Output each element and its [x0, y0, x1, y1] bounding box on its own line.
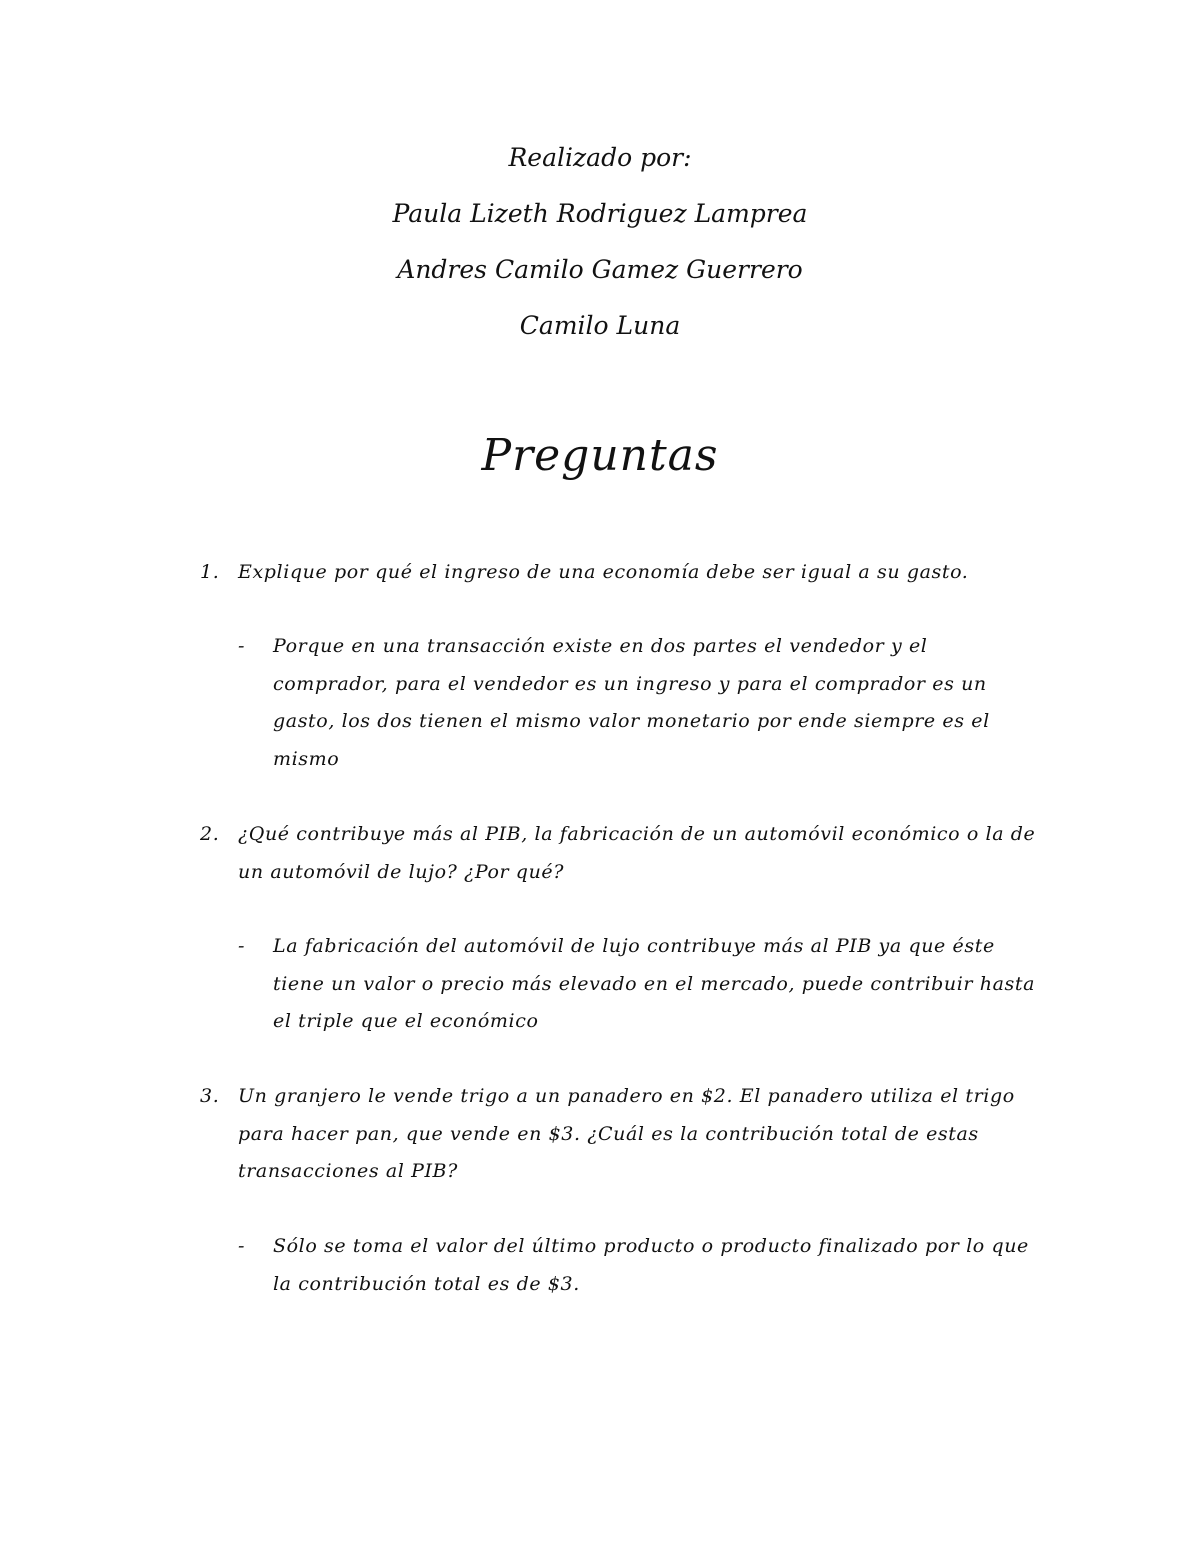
author-name: Paula Lizeth Rodriguez Lamprea	[392, 199, 808, 228]
answer-1	[238, 628, 1038, 778]
answer-text: Porque en una transacción existe en dos partes el vendedor y el comprador, para el vendedor es un ingreso y para el comprador es un gasto, los dos tienen el mismo valor monetario por ende siempre es el mismo	[273, 635, 990, 770]
page-title: Preguntas	[481, 430, 719, 481]
question-text: ¿Qué contribuye más al PIB, la fabricación de un automóvil económico o la de un automóvil de lujo? ¿Por qué?	[238, 823, 1036, 883]
answer-text: La fabricación del automóvil de lujo contribuye más al PIB ya que éste tiene un valor o precio más elevado en el mercado, puede contribuir hasta el triple que el económico	[273, 935, 1036, 1032]
answer-marker: -	[238, 1235, 246, 1257]
question-3	[200, 1078, 1050, 1191]
answer-text: Sólo se toma el valor del último producto o producto finalizado por lo que la contribución total es de $3.	[273, 1235, 1029, 1295]
question-text: Explique por qué el ingreso de una economía debe ser igual a su gasto.	[238, 561, 969, 583]
answer-2	[238, 928, 1038, 1041]
authors-block	[0, 138, 1200, 362]
answer-marker: -	[238, 935, 246, 957]
question-number: 3.	[200, 1085, 220, 1107]
authors-heading: Realizado por:	[508, 143, 692, 172]
author-name: Andres Camilo Gamez Guerrero	[397, 255, 803, 284]
question-number: 1.	[200, 561, 220, 583]
question-text: Un granjero le vende trigo a un panadero en $2. El panadero utiliza el trigo para hacer pan, que vende en $3. ¿Cuál es la contribución total de estas transacciones al PIB?	[238, 1085, 1015, 1182]
answer-3	[238, 1228, 1038, 1303]
question-2	[200, 816, 1050, 891]
author-name: Camilo Luna	[519, 311, 681, 340]
question-1	[200, 554, 1050, 592]
answer-marker: -	[238, 635, 246, 657]
question-number: 2.	[200, 823, 220, 845]
